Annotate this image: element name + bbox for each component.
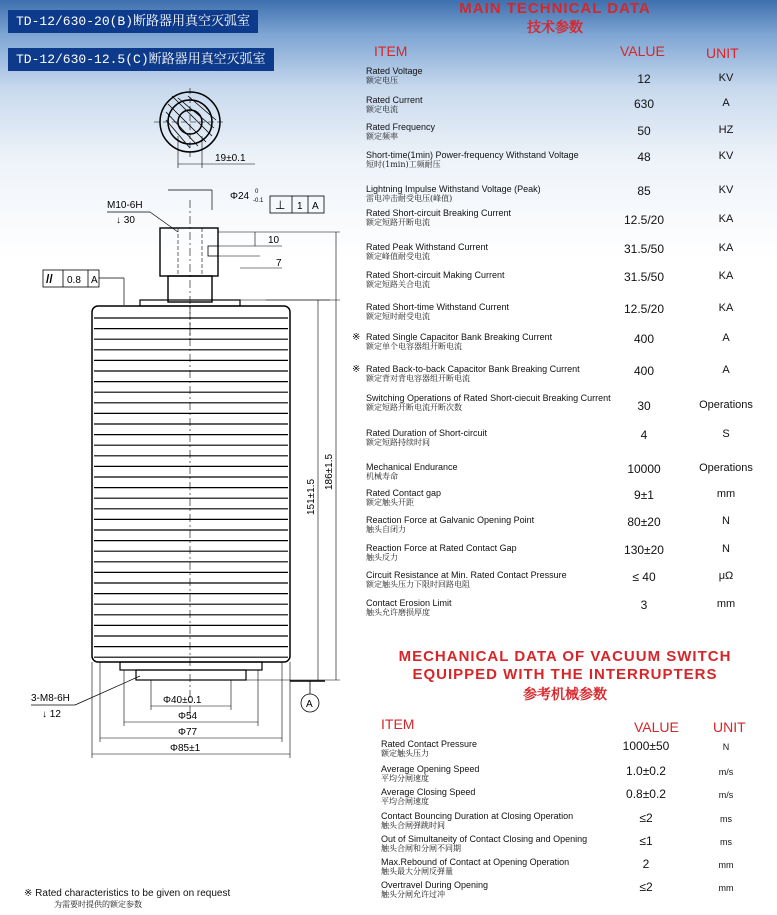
mech-value: ≤2 (639, 811, 653, 825)
perp-tol-label: 1 (297, 201, 303, 212)
tech-value: ≤ 40 (632, 570, 656, 584)
tech-item-en (366, 515, 621, 535)
tech-item-en (366, 543, 621, 563)
mech-item-cn: 平均分闸速度 (381, 774, 429, 783)
tech-item-cn: 额定峰值耐受电流 (366, 252, 430, 261)
mech-item-en (381, 764, 631, 784)
tech-item-en (366, 184, 621, 204)
tech-value: 12.5/20 (623, 302, 665, 316)
tech-value: 12 (637, 72, 651, 86)
tech-row (366, 302, 766, 332)
tech-item-en-text: Mechanical Endurance (366, 462, 458, 472)
tech-item-en (366, 570, 621, 590)
mech-col-value: VALUE (634, 719, 679, 735)
tech-unit: KA (718, 242, 734, 254)
tech-value: 4 (640, 428, 648, 442)
tech-value: 400 (633, 332, 655, 346)
dim-7-label: 7 (276, 258, 282, 269)
mech-item-cn: 平均合闸速度 (381, 797, 429, 806)
mech-item-en-text: Average Opening Speed (381, 764, 480, 774)
mech-row (381, 857, 771, 881)
tech-item-en-text: Rated Contact gap (366, 488, 442, 498)
mech-item-cn: 触头分闸允许过冲 (381, 890, 445, 899)
tech-value: 400 (633, 364, 655, 378)
tech-row (366, 393, 766, 423)
tech-unit: S (722, 428, 730, 440)
tech-item-en-text: Short-time(1min) Power-frequency Withstand Voltage (366, 150, 579, 160)
tech-col-value: VALUE (620, 43, 665, 59)
tech-item-cn: 额定电压 (366, 76, 398, 85)
tech-item-en-text: Rated Single Capacitor Bank Breaking Current (366, 332, 553, 342)
request-mark: ※ (352, 364, 361, 375)
mech-item-en (381, 880, 631, 900)
tech-value: 10000 (627, 462, 661, 476)
dim-151-label: 151±1.5 (306, 478, 317, 515)
thread-bottom-label: 3-M8-6H (31, 693, 70, 704)
tech-unit: KV (718, 184, 734, 196)
tech-value: 48 (637, 150, 651, 164)
tech-row (366, 543, 766, 573)
mech-item-en-text: Average Closing Speed (381, 787, 476, 797)
tech-row (366, 598, 766, 628)
mech-col-item: ITEM (381, 716, 415, 732)
mech-item-en-text: Contact Bouncing Duration at Closing Operation (381, 811, 574, 821)
tech-unit: mm (716, 488, 736, 500)
mech-item-en (381, 811, 631, 831)
mech-title-cn: 参考机械参数 (523, 686, 607, 702)
tech-item-en-text: Switching Operations of Rated Short-ciecuit Breaking Current (366, 393, 611, 403)
tech-item-cn: 额定单个电容器组开断电流 (366, 342, 462, 351)
tech-value: 30 (637, 399, 651, 413)
mech-unit: m/s (718, 790, 734, 800)
tech-item-en-text: Rated Peak Withstand Current (366, 242, 489, 252)
par-tol-label: 0.8 (67, 275, 81, 286)
tech-item-en-text: Reaction Force at Galvanic Opening Point (366, 515, 535, 525)
mech-item-en (381, 739, 631, 759)
tech-value: 50 (637, 124, 651, 138)
tech-item-en-text: Rated Duration of Short-circuit (366, 428, 488, 438)
tech-row (366, 515, 766, 545)
mech-unit: mm (718, 860, 734, 870)
dim-10-label: 10 (268, 235, 280, 246)
mech-title-en1: MECHANICAL DATA OF VACUUM SWITCH (398, 648, 732, 665)
tech-title-en: MAIN TECHNICAL DATA (459, 0, 651, 17)
mech-item-cn: 触头合闸弹跳时间 (381, 821, 445, 830)
tech-row (366, 488, 766, 518)
mech-value: ≤2 (639, 880, 653, 894)
footnote-en: ※ Rated characteristics to be given on request (24, 888, 231, 899)
mech-row (381, 764, 771, 788)
tech-unit: N (722, 515, 730, 527)
dim-phi24-label: Φ24 (230, 191, 250, 202)
mech-unit: ms (720, 837, 732, 847)
tech-item-en (366, 302, 621, 322)
tech-item-cn: 触头自闭力 (366, 525, 406, 534)
interrupter-drawing (0, 80, 360, 780)
tech-item-en (366, 242, 621, 262)
tech-row (366, 122, 766, 152)
tech-row (366, 242, 766, 272)
tech-item-en (366, 462, 621, 482)
mech-item-en (381, 834, 631, 854)
par-datum-label: A (91, 275, 98, 286)
tech-value: 85 (637, 184, 651, 198)
tech-item-en-text: Rated Current (366, 95, 423, 105)
mech-unit: m/s (718, 767, 734, 777)
tech-item-en-text: Rated Short-circuit Breaking Current (366, 208, 512, 218)
mech-title (380, 648, 750, 704)
tech-row (366, 270, 766, 300)
mech-row (381, 787, 771, 811)
model-banner-c: TD-12/630-12.5(C)断路器用真空灭弧室 (8, 48, 274, 71)
tech-row (366, 570, 766, 600)
tech-unit: N (722, 543, 730, 555)
tech-item-en-text: Reaction Force at Rated Contact Gap (366, 543, 517, 553)
tech-item-en (366, 428, 621, 448)
tech-row (366, 428, 766, 458)
tech-item-cn: 额定电流 (366, 105, 398, 114)
tech-item-en-text: Contact Erosion Limit (366, 598, 452, 608)
tech-item-en-text: Circuit Resistance at Min. Rated Contact Pressure (366, 570, 567, 580)
perp-datum-label: A (312, 201, 319, 212)
tech-value: 130±20 (624, 543, 664, 557)
tech-item-cn: 额定短路关合电流 (366, 280, 430, 289)
tech-value: 31.5/50 (623, 242, 665, 256)
tech-value: 31.5/50 (623, 270, 665, 284)
tech-item-cn: 短时(1min)工频耐压 (366, 160, 441, 169)
tech-item-en (366, 122, 621, 142)
tech-item-cn: 触头反力 (366, 553, 398, 562)
mech-row (381, 834, 771, 858)
dim-186-label: 186±1.5 (324, 453, 335, 490)
mech-title-en2: EQUIPPED WITH THE INTERRUPTERS (412, 666, 718, 683)
footnote (24, 888, 230, 910)
tech-col-item: ITEM (374, 43, 408, 59)
tech-item-en (366, 208, 621, 228)
mech-row (381, 880, 771, 904)
tech-item-en (366, 95, 621, 115)
tech-item-cn: 机械寿命 (366, 472, 398, 481)
tech-unit: Operations (699, 462, 753, 474)
top-stem (160, 200, 218, 340)
footnote-cn: 为需要时提供的额定参数 (54, 900, 142, 909)
tech-unit: KA (718, 302, 734, 314)
mech-value: 1000±50 (622, 739, 670, 753)
tech-item-en (366, 66, 621, 86)
tech-unit: KA (718, 213, 734, 225)
mech-unit: mm (718, 883, 734, 893)
mech-value: 2 (642, 857, 650, 871)
mech-col-unit: UNIT (713, 719, 746, 735)
mech-unit: ms (720, 814, 732, 824)
par-symbol: // (46, 272, 53, 286)
tech-item-en-text: Rated Short-time Withstand Current (366, 302, 510, 312)
mech-item-cn: 触头合闸和分闸不同期 (381, 844, 461, 853)
tech-title (420, 0, 690, 37)
tech-unit: HZ (718, 124, 734, 136)
tech-item-en-text: Lightning Impulse Withstand Voltage (Peak) (366, 184, 541, 194)
tech-item-cn: 额定背对背电容器组开断电流 (366, 374, 470, 383)
dim-19-label: 19±0.1 (215, 153, 246, 164)
tech-unit: KV (718, 150, 734, 162)
tech-col-unit: UNIT (706, 45, 739, 61)
tech-row (366, 208, 766, 238)
mech-item-en (381, 857, 631, 877)
dim-phi40-label: Φ40±0.1 (163, 695, 202, 706)
model-banner-b: TD-12/630-20(B)断路器用真空灭弧室 (8, 10, 258, 33)
perp-symbol: ⊥ (275, 198, 286, 212)
mech-value: 0.8±0.2 (626, 787, 666, 801)
tech-value: 80±20 (627, 515, 661, 529)
tech-item-en (366, 598, 621, 618)
mech-row (381, 811, 771, 835)
tech-row (352, 364, 766, 394)
datum-a-marker: A (306, 699, 313, 710)
thread-bottom-depth: ↓ 12 (42, 709, 61, 720)
tech-row (352, 332, 766, 362)
tol-lower-label: -0.1 (253, 198, 264, 204)
dim-phi77-label: Φ77 (178, 727, 198, 738)
tech-item-en (366, 270, 621, 290)
mech-item-en-text: Overtravel During Opening (381, 880, 489, 890)
tech-item-en (366, 488, 621, 508)
tech-item-en (366, 393, 621, 413)
tech-item-cn: 额定短时耐受电流 (366, 312, 430, 321)
mech-item-cn: 额定触头压力 (381, 749, 429, 758)
thread-top-depth: ↓ 30 (116, 215, 135, 226)
tech-row (366, 95, 766, 125)
mech-item-cn: 触头最大分闸反弹量 (381, 867, 453, 876)
tech-item-cn: 额定触头开距 (366, 498, 414, 507)
tech-item-en-text: Rated Short-circuit Making Current (366, 270, 505, 280)
dim-phi54-label: Φ54 (178, 711, 198, 722)
tech-row (366, 150, 766, 180)
tech-item-en-text: Rated Back-to-back Capacitor Bank Breaking Current (366, 364, 580, 374)
tech-item-cn: 额定触头压力下限时回路电阻 (366, 580, 470, 589)
request-mark: ※ (352, 332, 361, 343)
tech-unit: A (722, 364, 730, 376)
tech-item-en (366, 364, 621, 384)
tech-item-cn: 额定短路持续时间 (366, 438, 430, 447)
mech-item-en-text: Max.Rebound of Contact at Opening Operation (381, 857, 570, 867)
tech-unit: A (722, 332, 730, 344)
tech-unit: KA (718, 270, 734, 282)
tech-item-cn: 额定短路开断电流 (366, 218, 430, 227)
tech-unit: Operations (699, 399, 753, 411)
tech-item-cn: 额定频率 (366, 132, 398, 141)
mech-item-en (381, 787, 631, 807)
tech-row (366, 66, 766, 96)
tech-item-en-text: Rated Frequency (366, 122, 436, 132)
tech-item-cn: 雷电冲击耐受电压(峰值) (366, 194, 453, 203)
tech-unit: KV (718, 72, 734, 84)
tech-item-en (366, 150, 621, 170)
mech-unit: N (722, 742, 730, 752)
thread-top-label: M10-6H (107, 200, 143, 211)
tol-upper-label: 0 (255, 189, 259, 195)
tech-item-cn: 额定短路开断电流开断次数 (366, 403, 462, 412)
mech-value: 1.0±0.2 (626, 764, 666, 778)
tech-unit: μΩ (718, 570, 734, 582)
tech-item-cn: 触头允许磨损厚度 (366, 608, 430, 617)
dim-phi85-label: Φ85±1 (170, 743, 201, 754)
ceramic-body (92, 300, 290, 720)
tech-title-cn: 技术参数 (527, 19, 583, 35)
tech-item-en-text: Rated Voltage (366, 66, 423, 76)
tech-value: 630 (633, 97, 655, 111)
tech-unit: mm (716, 598, 736, 610)
mech-value: ≤1 (639, 834, 653, 848)
tech-value: 3 (640, 598, 648, 612)
mech-row (381, 739, 771, 763)
tech-unit: A (722, 97, 730, 109)
mech-item-en-text: Rated Contact Pressure (381, 739, 478, 749)
mech-item-en-text: Out of Simultaneity of Contact Closing and Opening (381, 834, 588, 844)
tech-item-en (366, 332, 621, 352)
tech-value: 12.5/20 (623, 213, 665, 227)
tech-value: 9±1 (634, 488, 654, 502)
